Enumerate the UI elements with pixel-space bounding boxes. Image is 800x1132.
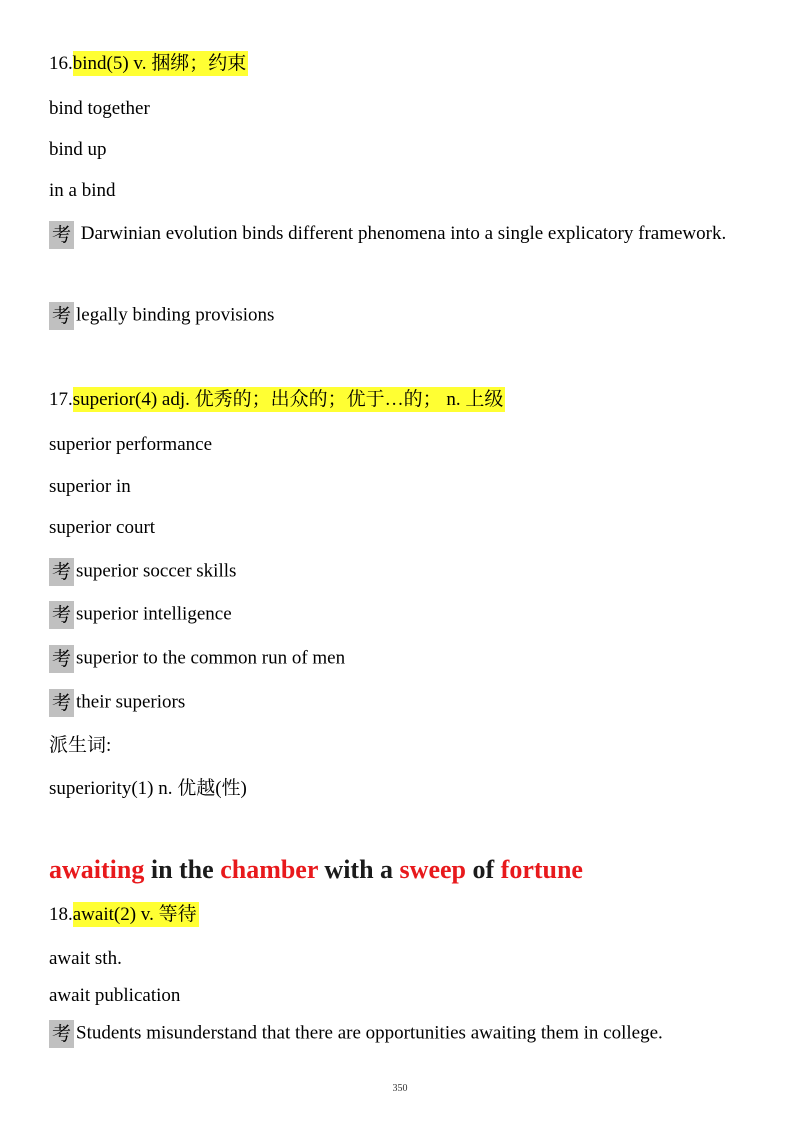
exam-mark: 考 [49,1020,74,1048]
phrase: await sth. [49,948,122,969]
exam-sentence: superior intelligence [76,603,232,625]
exam-sentence: superior soccer skills [76,560,237,582]
phrase: superior court [49,517,156,538]
exam-mark: 考 [49,221,74,249]
exam-mark: 考 [49,645,74,673]
exam-sentence: superior to the common run of men [76,647,346,669]
mnemonic-title [49,855,583,885]
keyword: chamber [220,855,318,884]
entry-heading [49,388,505,412]
page-number: 350 [392,1083,408,1094]
keyword: awaiting [49,855,145,884]
derived-label: 派生词: [49,735,112,756]
exam-example [49,689,185,717]
entry-headword: bind(5) v. 捆绑；约束 [72,53,247,74]
exam-example [49,1020,663,1048]
keyword: sweep [399,855,466,884]
exam-sentence: Students misunderstand that there are opportunities awaiting them in college. [76,1022,663,1044]
entry-number: 16. [49,53,73,74]
entry-heading [49,903,199,927]
exam-sentence: Darwinian evolution binds different phenomena into a single explicatory framework. [80,223,727,244]
exam-example [49,601,232,629]
phrase: bind together [49,98,150,119]
connector: with a [317,855,400,884]
exam-example [49,645,345,673]
keyword: fortune [500,855,583,884]
phrase: await publication [49,985,181,1006]
entry-headword: superior(4) adj. 优秀的；出众的；优于…的； n. 上级 [72,389,504,410]
exam-example [49,558,236,586]
connector: in the [144,855,221,884]
exam-mark: 考 [49,689,74,717]
entry-heading [49,52,248,76]
entry-headword: await(2) v. 等待 [72,904,197,925]
entry-number: 17. [49,389,73,410]
phrase: superior in [49,476,131,497]
exam-mark: 考 [49,558,74,586]
exam-mark: 考 [49,302,74,330]
entry-number: 18. [49,904,73,925]
phrase: superior performance [49,434,213,455]
derived-word: superiority(1) n. 优越(性) [49,778,247,799]
exam-sentence: legally binding provisions [76,304,275,326]
connector: of [465,855,501,884]
exam-sentence: their superiors [76,691,186,713]
phrase: in a bind [49,180,116,201]
phrase: bind up [49,139,107,160]
exam-mark: 考 [49,601,74,629]
exam-example [49,302,274,330]
exam-example [49,213,752,254]
